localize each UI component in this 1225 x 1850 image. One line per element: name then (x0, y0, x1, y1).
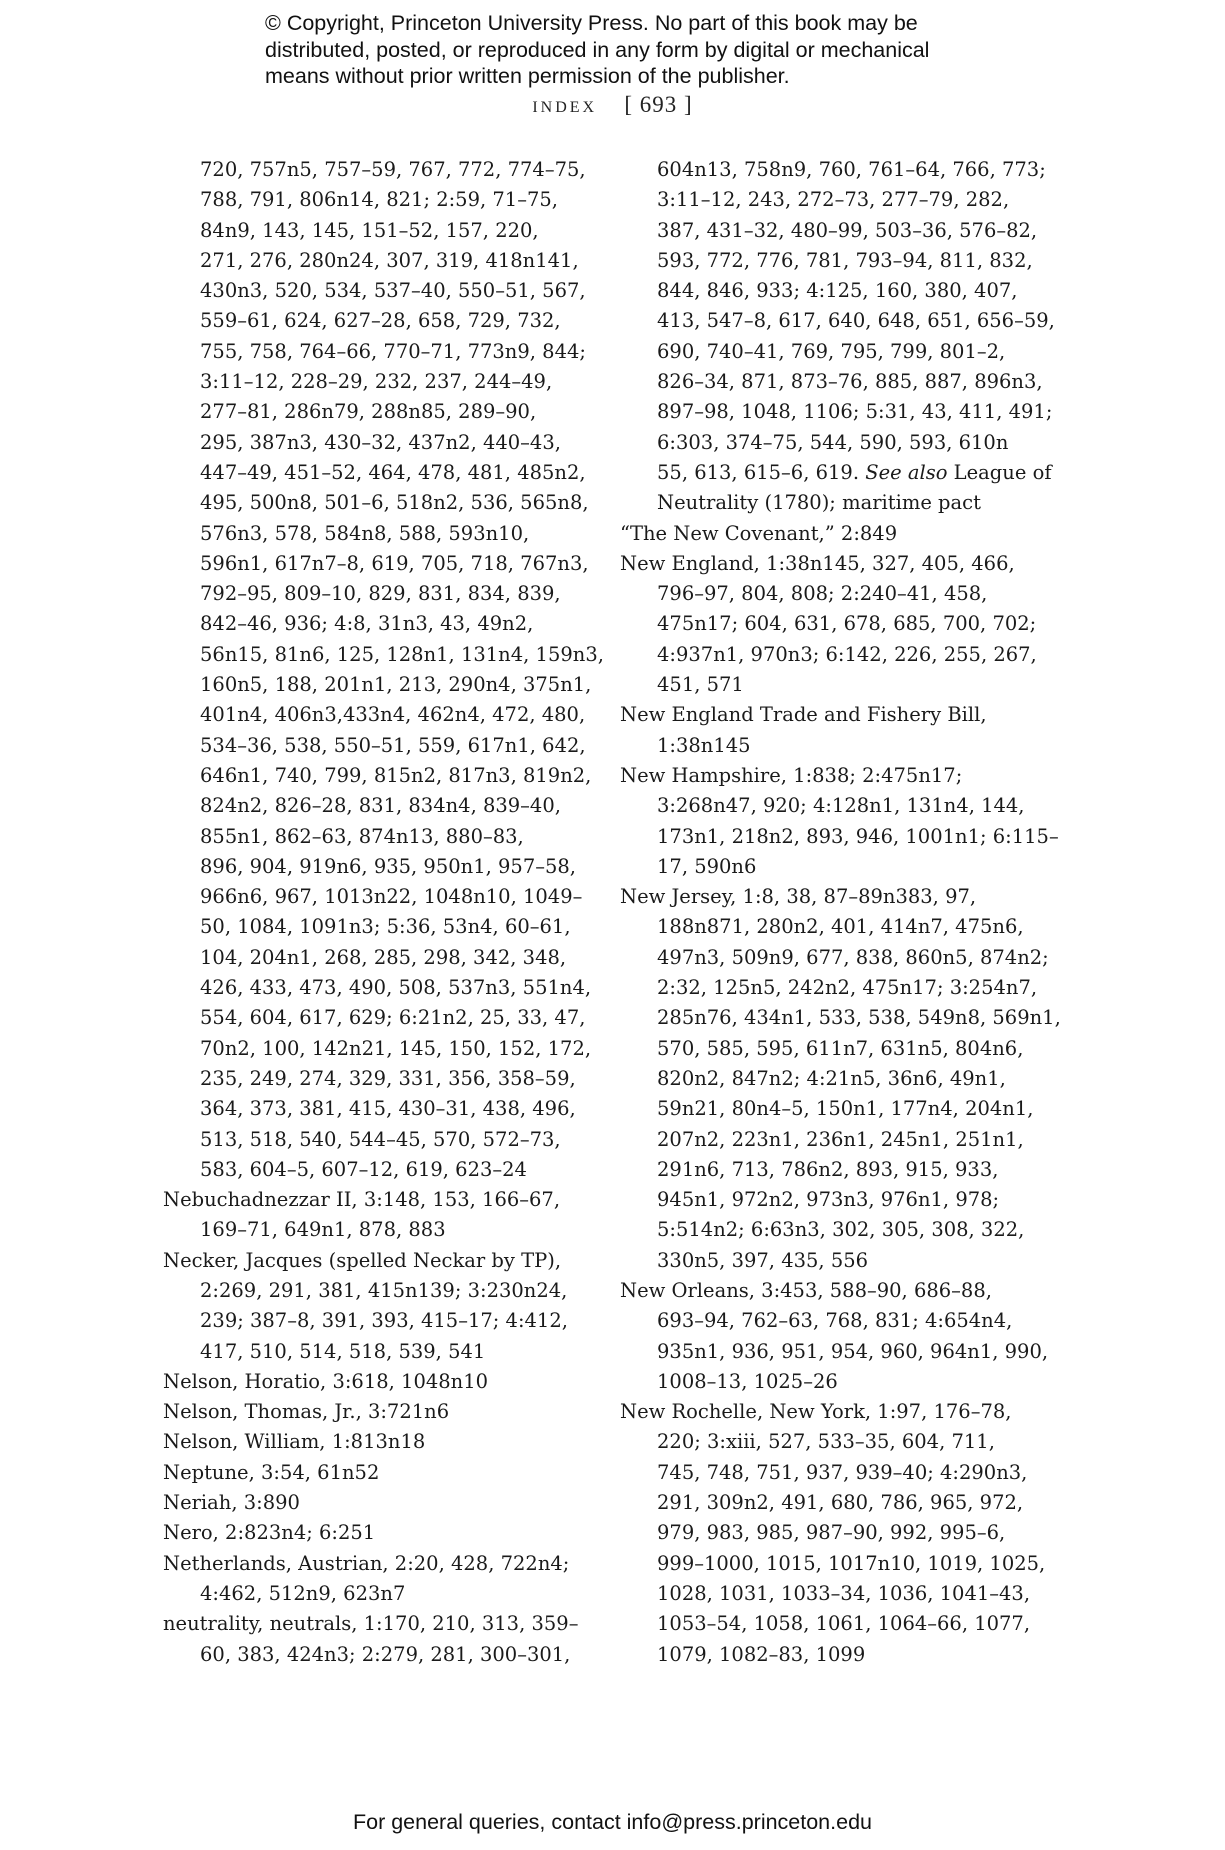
index-entry (163, 1518, 593, 1548)
index-text: 295, 387n3, 430–32, 437n2, 440–43, (200, 430, 561, 454)
index-text: New England, 1:38n145, 327, 405, 466, (620, 551, 1015, 575)
copyright-line: means without prior written permission of the publisher. (265, 64, 790, 88)
index-subline (620, 609, 1040, 639)
index-subline (620, 1185, 1040, 1215)
index-text: 820n2, 847n2; 4:21n5, 36n6, 49n1, (657, 1066, 1006, 1090)
index-subline (620, 1488, 1040, 1518)
index-subline (620, 791, 1040, 821)
index-text: 788, 791, 806n14, 821; 2:59, 71–75, (200, 188, 558, 212)
index-subline (620, 912, 1040, 942)
index-subline (620, 1367, 1040, 1397)
index-text: Nelson, Thomas, Jr., 3:721n6 (163, 1400, 450, 1424)
copyright-notice (265, 10, 1025, 90)
see-also-label: See also (865, 460, 948, 484)
index-text: 50, 1084, 1091n3; 5:36, 53n4, 60–61, (200, 915, 571, 939)
index-text: 3:11–12, 243, 272–73, 277–79, 282, (657, 188, 1010, 212)
index-text: 2:32, 125n5, 242n2, 475n17; 3:254n7, (657, 976, 1038, 1000)
index-entry (163, 1609, 593, 1639)
index-entry (163, 1549, 593, 1579)
index-entry (163, 1488, 593, 1518)
index-text: 583, 604–5, 607–12, 619, 623–24 (200, 1157, 527, 1181)
index-subline (620, 397, 1053, 427)
running-head (0, 92, 1225, 118)
index-subline (620, 943, 1049, 973)
index-subline (163, 731, 593, 761)
index-subline (620, 246, 1040, 276)
index-subline (620, 1034, 1040, 1064)
index-text: 646n1, 740, 799, 815n2, 817n3, 819n2, (200, 763, 592, 787)
index-subline (163, 458, 593, 488)
index-subline (620, 337, 1040, 367)
index-subline (620, 1215, 1040, 1245)
index-text: 84n9, 143, 145, 151–52, 157, 220, (200, 218, 539, 242)
index-text: 285n76, 434n1, 533, 538, 549n8, 569n1, (657, 1006, 1061, 1030)
index-text: 3:268n47, 920; 4:128n1, 131n4, 144, (657, 794, 1025, 818)
index-subline (163, 609, 593, 639)
index-subline (620, 1064, 1040, 1094)
index-text: 966n6, 967, 1013n22, 1048n10, 1049– (200, 885, 583, 909)
index-text: 842–46, 936; 4:8, 31n3, 43, 49n2, (200, 612, 534, 636)
index-subline (163, 1215, 593, 1245)
index-text: 239; 387–8, 391, 393, 415–17; 4:412, (200, 1309, 568, 1333)
index-subline (620, 579, 1040, 609)
index-subline (620, 1549, 1046, 1579)
index-text: 387, 431–32, 480–99, 503–36, 576–82, (657, 218, 1038, 242)
index-subline (163, 579, 593, 609)
index-subline (163, 670, 593, 700)
copyright-line: distributed, posted, or reproduced in any form by digital or mechanical (265, 37, 930, 62)
index-subline (163, 549, 593, 579)
index-text: 426, 433, 473, 490, 508, 537n3, 551n4, (200, 976, 592, 1000)
index-text: 745, 748, 751, 937, 939–40; 4:290n3, (657, 1460, 1028, 1484)
index-subline (620, 973, 1040, 1003)
index-text: 497n3, 509n9, 677, 838, 860n5, 874n2; (657, 945, 1049, 969)
index-subline (163, 1306, 593, 1336)
index-subline (620, 731, 1040, 761)
index-text: neutrality, neutrals, 1:170, 210, 313, 359– (163, 1612, 579, 1636)
index-text: 826–34, 871, 873–76, 885, 887, 896n3, (657, 370, 1043, 394)
index-subline (620, 822, 1059, 852)
index-text: 413, 547–8, 617, 640, 648, 651, 656–59, (657, 309, 1055, 333)
index-subline (163, 1003, 593, 1033)
index-text: 59n21, 80n4–5, 150n1, 177n4, 204n1, (657, 1097, 1034, 1121)
index-text: New Hampshire, 1:838; 2:475n17; (620, 763, 963, 787)
index-subline (163, 1276, 593, 1306)
index-text: 897–98, 1048, 1106; 5:31, 43, 411, 491; (657, 400, 1053, 424)
index-subline (163, 397, 593, 427)
index-subline (163, 1094, 593, 1124)
index-subline (620, 1640, 1040, 1670)
index-text: 60, 383, 424n3; 2:279, 281, 300–301, (200, 1642, 571, 1666)
index-text: 4:462, 512n9, 623n7 (200, 1581, 406, 1605)
index-text: 235, 249, 274, 329, 331, 356, 358–59, (200, 1066, 576, 1090)
index-subline (620, 428, 1040, 458)
index-subline (620, 276, 1040, 306)
see-also-target: League of (947, 460, 1052, 484)
index-text: 207n2, 223n1, 236n1, 245n1, 251n1, (657, 1127, 1024, 1151)
index-text: 755, 758, 764–66, 770–71, 773n9, 844; (200, 339, 586, 363)
index-subline (163, 519, 593, 549)
index-text: Nelson, Horatio, 3:618, 1048n10 (163, 1369, 489, 1393)
index-text: 495, 500n8, 501–6, 518n2, 536, 565n8, (200, 491, 589, 515)
index-subline (163, 155, 593, 185)
index-subline (163, 1064, 593, 1094)
index-subline (620, 852, 1040, 882)
index-text: Neptune, 3:54, 61n52 (163, 1460, 380, 1484)
index-text: 1028, 1031, 1033–34, 1036, 1041–43, (657, 1581, 1031, 1605)
index-subline (163, 1579, 593, 1609)
index-entry (620, 882, 1040, 912)
index-text: 1079, 1082–83, 1099 (657, 1642, 866, 1666)
page-number: [ 693 ] (624, 92, 693, 117)
index-subline (163, 1155, 593, 1185)
index-text: 554, 604, 617, 629; 6:21n2, 25, 33, 47, (200, 1006, 586, 1030)
index-subline (620, 1155, 1040, 1185)
index-subline (163, 216, 593, 246)
index-subline (163, 428, 593, 458)
index-text: 291, 309n2, 491, 680, 786, 965, 972, (657, 1491, 1024, 1515)
index-text: 2:269, 291, 381, 415n139; 3:230n24, (200, 1278, 568, 1302)
index-column-right (620, 155, 1061, 1670)
index-text: 4:937n1, 970n3; 6:142, 226, 255, 267, (657, 642, 1037, 666)
index-text: 401n4, 406n3,433n4, 462n4, 472, 480, (200, 703, 586, 727)
index-subline (163, 488, 593, 518)
index-subline (163, 943, 593, 973)
index-text: New Jersey, 1:8, 38, 87–89n383, 97, (620, 885, 977, 909)
index-subline (620, 367, 1043, 397)
index-entry (620, 761, 1040, 791)
copyright-line: © Copyright, Princeton University Press. No part of this book may be (265, 11, 918, 35)
index-text: 999–1000, 1015, 1017n10, 1019, 1025, (657, 1551, 1046, 1575)
index-subline (620, 1518, 1040, 1548)
index-text: 55, 613, 615–6, 619. (657, 460, 860, 484)
index-text: 70n2, 100, 142n21, 145, 150, 152, 172, (200, 1036, 592, 1060)
index-text: 160n5, 188, 201n1, 213, 290n4, 375n1, (200, 673, 592, 697)
index-subline (620, 1246, 1040, 1276)
index-text: Nelson, William, 1:813n18 (163, 1430, 426, 1454)
index-entry (163, 1185, 593, 1215)
index-text: 596n1, 617n7–8, 619, 705, 718, 767n3, (200, 551, 589, 575)
index-text: 220; 3:xiii, 527, 533–35, 604, 711, (657, 1430, 995, 1454)
index-subline (163, 912, 593, 942)
index-subline (620, 1094, 1040, 1124)
index-text: 720, 757n5, 757–59, 767, 772, 774–75, (200, 158, 586, 181)
index-text: 173n1, 218n2, 893, 946, 1001n1; 6:115– (657, 824, 1059, 848)
index-text: 559–61, 624, 627–28, 658, 729, 732, (200, 309, 561, 333)
index-subline (163, 1034, 593, 1064)
index-text: 330n5, 397, 435, 556 (657, 1248, 869, 1272)
index-subline (620, 458, 1052, 488)
index-subline (620, 1337, 1049, 1367)
index-subline (163, 852, 593, 882)
index-text: 6:303, 374–75, 544, 590, 593, 610n (657, 430, 1009, 454)
index-subline (163, 276, 593, 306)
index-subline (620, 1003, 1061, 1033)
index-subline (620, 488, 1040, 518)
index-text: 17, 590n6 (657, 854, 757, 878)
index-subline (620, 306, 1055, 336)
index-text: 824n2, 826–28, 831, 834n4, 839–40, (200, 794, 561, 818)
index-subline (163, 640, 604, 670)
running-head-label: INDEX (532, 99, 598, 116)
index-text: 56n15, 81n6, 125, 128n1, 131n4, 159n3, (200, 642, 604, 666)
index-text: “The New Covenant,” 2:849 (620, 521, 898, 545)
index-text: 291n6, 713, 786n2, 893, 915, 933, (657, 1157, 999, 1181)
index-entry (620, 1397, 1040, 1427)
index-text: Neutrality (1780); maritime pact (657, 491, 981, 515)
index-subline (620, 640, 1040, 670)
index-text: 1:38n145 (657, 733, 751, 757)
index-entry (163, 1367, 593, 1397)
index-text: 447–49, 451–52, 464, 478, 481, 485n2, (200, 460, 586, 484)
index-text: 792–95, 809–10, 829, 831, 834, 839, (200, 582, 561, 606)
index-text: 104, 204n1, 268, 285, 298, 342, 348, (200, 945, 567, 969)
index-text: 451, 571 (657, 673, 744, 697)
index-text: Neriah, 3:890 (163, 1491, 300, 1515)
index-text: Nero, 2:823n4; 6:251 (163, 1521, 376, 1545)
index-text: 576n3, 578, 584n8, 588, 593n10, (200, 521, 530, 545)
index-subline (163, 822, 593, 852)
index-subline (620, 1609, 1040, 1639)
index-entry (163, 1246, 593, 1276)
index-subline (163, 1125, 593, 1155)
index-text: New Orleans, 3:453, 588–90, 686–88, (620, 1278, 992, 1302)
index-text: 430n3, 520, 534, 537–40, 550–51, 567, (200, 279, 586, 303)
index-text: 169–71, 649n1, 878, 883 (200, 1218, 446, 1242)
index-subline (620, 670, 1040, 700)
index-text: 844, 846, 933; 4:125, 160, 380, 407, (657, 279, 1018, 303)
footer-contact: For general queries, contact info@press.princeton.edu (352, 1810, 872, 1834)
index-text: 3:11–12, 228–29, 232, 237, 244–49, (200, 370, 553, 394)
index-text: 1053–54, 1058, 1061, 1064–66, 1077, (657, 1612, 1031, 1636)
index-subline (163, 791, 593, 821)
index-entry (620, 549, 1040, 579)
index-subline (620, 1125, 1040, 1155)
index-text: New Rochelle, New York, 1:97, 176–78, (620, 1400, 1012, 1424)
index-subline (163, 367, 593, 397)
index-text: 693–94, 762–63, 768, 831; 4:654n4, (657, 1309, 1013, 1333)
index-entry (620, 700, 1040, 730)
index-text: 945n1, 972n2, 973n3, 976n1, 978; (657, 1188, 1000, 1212)
index-subline (163, 246, 593, 276)
index-text: 690, 740–41, 769, 795, 799, 801–2, (657, 339, 1006, 363)
index-text: 277–81, 286n79, 288n85, 289–90, (200, 400, 537, 424)
index-text: 979, 983, 985, 987–90, 992, 995–6, (657, 1521, 1006, 1545)
index-subline (163, 761, 593, 791)
index-text: 604n13, 758n9, 760, 761–64, 766, 773; (657, 158, 1046, 181)
index-text: 417, 510, 514, 518, 539, 541 (200, 1339, 486, 1363)
index-subline (620, 185, 1040, 215)
index-subline (163, 700, 593, 730)
index-column-left (163, 155, 604, 1670)
index-text: 570, 585, 595, 611n7, 631n5, 804n6, (657, 1036, 1024, 1060)
index-subline (620, 216, 1040, 246)
index-text: 855n1, 862–63, 874n13, 880–83, (200, 824, 524, 848)
index-text: 5:514n2; 6:63n3, 302, 305, 308, 322, (657, 1218, 1025, 1242)
index-text: 534–36, 538, 550–51, 559, 617n1, 642, (200, 733, 586, 757)
index-text: 593, 772, 776, 781, 793–94, 811, 832, (657, 248, 1033, 272)
index-subline (620, 1579, 1040, 1609)
index-text: 935n1, 936, 951, 954, 960, 964n1, 990, (657, 1339, 1049, 1363)
index-subline (163, 1640, 593, 1670)
index-subline (620, 1427, 1040, 1457)
index-subline (163, 337, 593, 367)
index-subline (163, 973, 593, 1003)
index-text: Necker, Jacques (spelled Neckar by TP), (163, 1248, 562, 1272)
index-subline (620, 1306, 1040, 1336)
index-text: 796–97, 804, 808; 2:240–41, 458, (657, 582, 988, 606)
index-subline (163, 185, 593, 215)
index-text: 364, 373, 381, 415, 430–31, 438, 496, (200, 1097, 576, 1121)
index-entry (620, 519, 1040, 549)
index-text: 896, 904, 919n6, 935, 950n1, 957–58, (200, 854, 576, 878)
index-text: New England Trade and Fishery Bill, (620, 703, 987, 727)
index-entry (620, 1276, 1040, 1306)
index-subline (163, 306, 593, 336)
index-entry (163, 1397, 593, 1427)
index-text: 513, 518, 540, 544–45, 570, 572–73, (200, 1127, 561, 1151)
index-text: 188n871, 280n2, 401, 414n7, 475n6, (657, 915, 1024, 939)
index-text: 475n17; 604, 631, 678, 685, 700, 702; (657, 612, 1037, 636)
index-subline (620, 1458, 1040, 1488)
index-entry (163, 1458, 593, 1488)
index-subline (620, 155, 1046, 185)
index-text: Netherlands, Austrian, 2:20, 428, 722n4; (163, 1551, 570, 1575)
index-subline (163, 1337, 593, 1367)
index-entry (163, 1427, 593, 1457)
index-text: Nebuchadnezzar II, 3:148, 153, 166–67, (163, 1188, 561, 1212)
index-subline (163, 882, 593, 912)
index-text: 1008–13, 1025–26 (657, 1369, 838, 1393)
index-text: 271, 276, 280n24, 307, 319, 418n141, (200, 248, 579, 272)
